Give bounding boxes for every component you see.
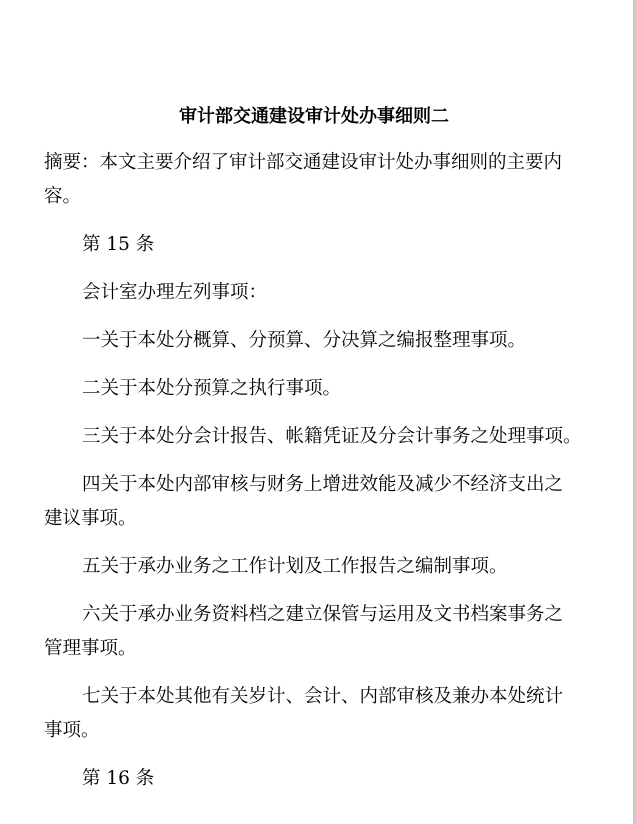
paragraph-line: 摘要：本文主要介绍了审计部交通建设审计处办事细则的主要内: [44, 152, 563, 173]
paragraph: [44, 680, 604, 748]
document-body: [44, 146, 604, 796]
document-page: [44, 100, 604, 810]
paragraph-line: 四关于本处内部审核与财务上增进效能及减少不经济支出之: [82, 474, 564, 495]
paragraph: [44, 598, 604, 666]
paragraph-line: 建议事项。: [44, 508, 137, 529]
paragraph: [44, 420, 604, 454]
paragraph-line: 五关于承办业务之工作计划及工作报告之编制事项。: [82, 556, 508, 577]
paragraph: [44, 228, 604, 262]
paragraph: [44, 372, 604, 406]
paragraph: [44, 324, 604, 358]
paragraph-line: 容。: [44, 186, 82, 207]
paragraph-line: 七关于本处其他有关岁计、会计、内部审核及兼办本处统计: [82, 686, 564, 707]
paragraph: [44, 762, 604, 796]
paragraph: [44, 550, 604, 584]
paragraph-line: 一关于本处分概算、分预算、分决算之编报整理事项。: [82, 330, 527, 351]
document-title: 审计部交通建设审计处办事细则二: [179, 106, 449, 127]
paragraph-line: 二关于本处分预算之执行事项。: [82, 378, 342, 399]
paragraph-line: 事项。: [44, 720, 100, 741]
paragraph-line: 会计室办理左列事项：: [82, 282, 268, 303]
paragraph-line: 六关于承办业务资料档之建立保管与运用及文书档案事务之: [82, 604, 564, 625]
paragraph: [44, 468, 604, 536]
paragraph: [44, 146, 604, 214]
paragraph-line: 第 15 条: [82, 234, 155, 255]
paragraph-line: 第 16 条: [82, 768, 155, 789]
paragraph: [44, 276, 604, 310]
paragraph-line: 三关于本处分会计报告、帐籍凭证及分会计事务之处理事项。: [82, 426, 582, 447]
paragraph-line: 管理事项。: [44, 638, 137, 659]
